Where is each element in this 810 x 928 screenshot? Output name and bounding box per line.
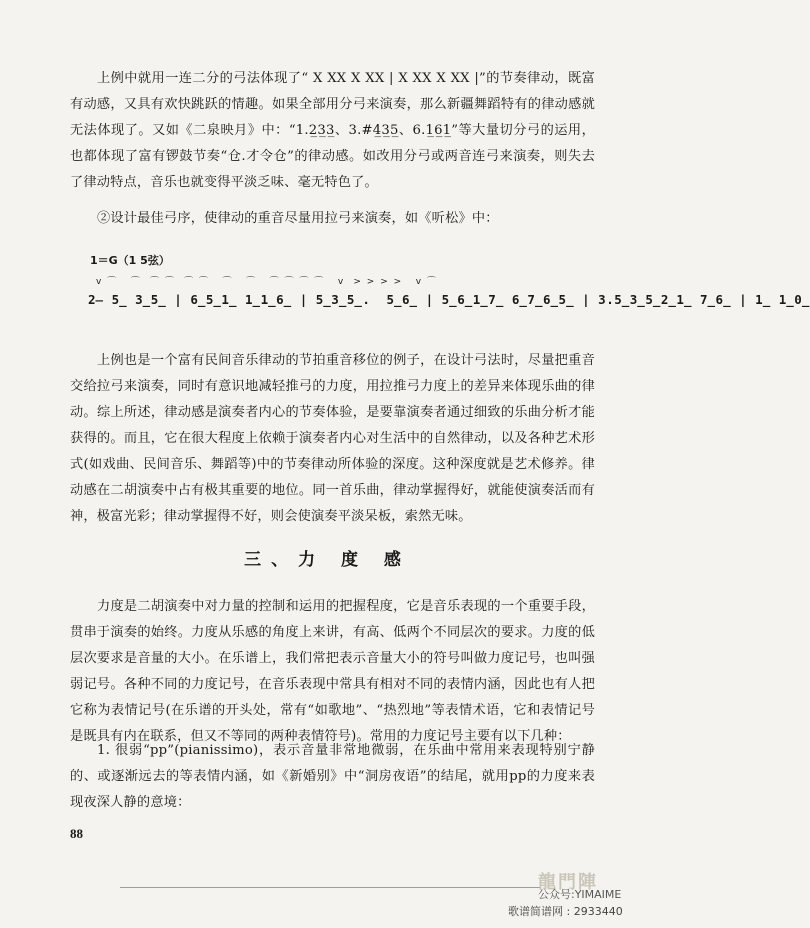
paragraph-accent-shift: 上例也是一个富有民间音乐律动的节拍重音移位的例子，在设计弓法时，尽量把重音交给拉弓来演奏，同时有意识地减轻推弓的力度，用拉推弓力度上的差异来体现乐曲的律动。 [70, 353, 595, 420]
music-notation: 2̶ 5̲ 3̲5̲ | 6̲5̲1̲ 1̲1̲6̲ | 5̲3̲5̲. 5̲6̲ | 5̲6̲1̲7̲ 6̲7̲6̲5̲ | 3.5̲3̲5̲2̲1̲ 7̲6̲ | 1̲ 1̲0̲ [88, 292, 810, 307]
paragraph-pianissimo: 1. 很弱“pp”(pianissimo)，表示音量非常地微弱，在乐曲中常用来表现特别宁静的、或逐渐远去的等表情内涵，如《新婚别》中“洞房夜语”的结尾，就用pp的力度来表现夜深人静的意境： [70, 743, 595, 810]
watermark-publisher: 公众号:YIMAIME [538, 888, 622, 901]
music-key-signature: 1＝G（1 5弦） [90, 254, 170, 267]
paragraph-summary: 综上所述，律动感是演奏者内心的节奏体验，是要靠演奏者通过细致的乐曲分析才能获得的。而且，它在很大程度上依赖于演奏者内心对生活中的自然律动，以及各种艺术形式(如戏曲、民间音乐、舞蹈等)中的节奏律动所体验的深度。这种深度就是艺术修养。律动感在二胡演奏中占有极其重要的地位。同一首乐曲，律动掌握得好，就能使演奏活而有神，极富光彩；律动掌握得不好，则会使演奏平淡呆板，索然无味。 [70, 405, 595, 524]
paragraph-dynamics-intro: 力度是二胡演奏中对力量的控制和运用的把握程度，它是音乐表现的一个重要手段，贯串于演奏的始终。力度从乐感的角度上来讲，有高、低两个不同层次的要求。力度的低层次要求是音量的大小。在乐谱上，我们常把表示音量大小的符号叫做力度记号，也叫强弱记号。各种不同的力度记号，在音乐表现中常具有相对不同的表情内涵，因此也有人把它称为表情记号(在乐谱的开头处，常有“如歌地”、“热烈地”等表情术语，它和表情记号是既具有内在联系，但又不等同的两种表情符号)。常用的力度记号主要有以下几种： [70, 599, 595, 744]
footer-rule [120, 887, 540, 888]
music-bowing-marks: v ⌒ ⌒ ⌒ ⌒ ⌒ ⌒ ⌒ ⌒ ⌒ ⌒ ⌒ ⌒ v > > > > v ⌒ [96, 277, 438, 287]
paragraph-rhythm-intro: 上例中就用一连二分的弓法体现了“ X XX X XX | X XX X XX |”的节奏律动，既富有动感，又具有欢快跳跃的情趣。如果全部用分弓来演奏，那么新疆舞蹈特有的律动感就无法体现了。又如《二泉映月》中：“1.2̲3̲3̲、3.#4̲3̲5̲、6.1̲6̲1̲”等大量切分弓的运用，也都体现了富有锣鼓节奏“仓.才令仓”的律动感。如改用分弓或两音连弓来演奏，则失去了律动特点，音乐也就变得平淡乏味、毫无特色了。 [70, 71, 595, 190]
watermark-site: 歌谱简谱网 : 2933440 [508, 905, 623, 918]
section-heading: 三、力 度 感 [244, 550, 411, 570]
paragraph-bowing-design: ②设计最佳弓序，使律动的重音尽量用拉弓来演奏，如《听松》中： [97, 211, 499, 226]
watermark-logo: 龍門陣 [538, 872, 598, 893]
page-number: 88 [70, 826, 83, 841]
